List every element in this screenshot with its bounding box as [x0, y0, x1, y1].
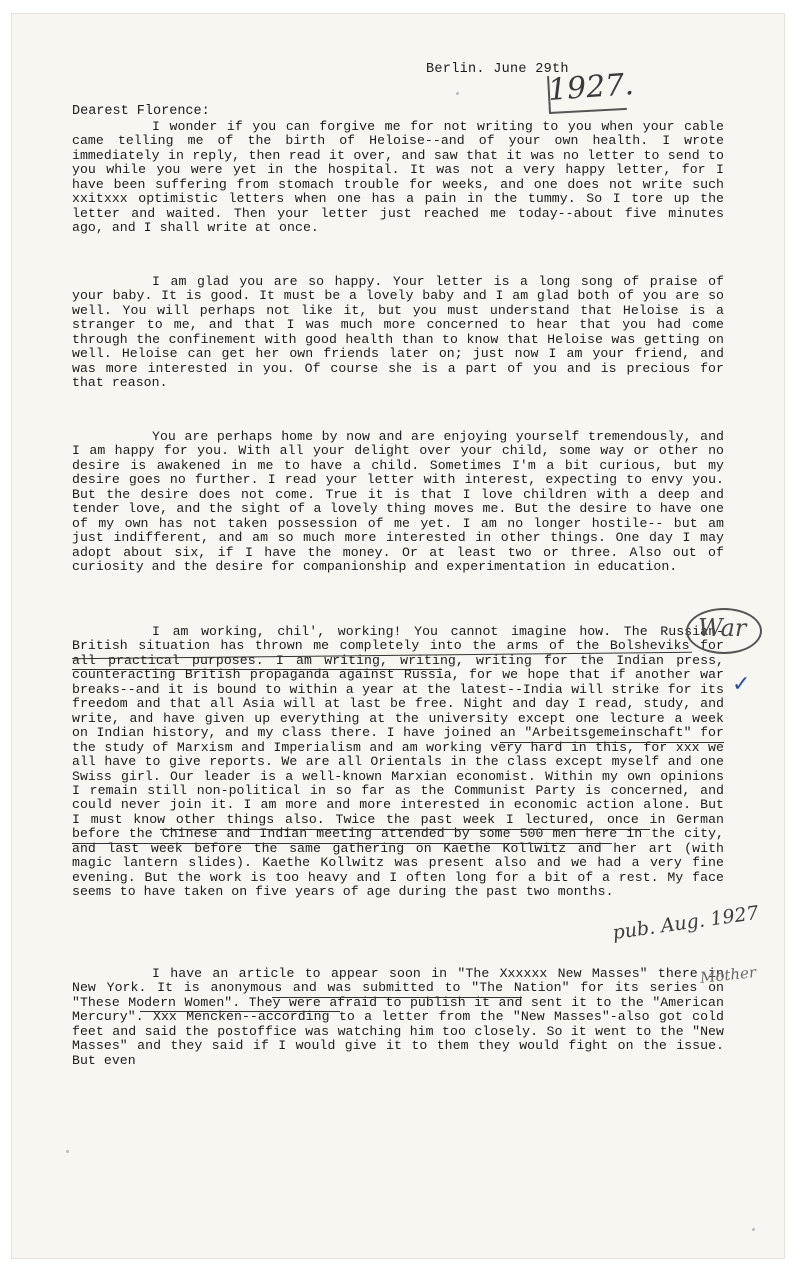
underline-arbeitsgemeinschaft	[500, 742, 724, 743]
paper-speck	[456, 92, 459, 95]
underline-non-political	[160, 829, 650, 830]
paragraph-3: You are perhaps home by now and are enjoying yourself tremendously, and I am happy for you. With all your delight over your child, some way or other no desire is awakened in me to have a child. Sometimes I'm a bit curious, but my desire goes no further. I read your letter with interest, expecting to envy you. But the desire does not come. True it is that I love children with a deep and tender love, and the sight of a lovely thing moves me. But the desire to have one of my own has not taken possession of me yet. I am no longer hostile-- but am just indifferent, and am so much more interested in other things. One day I may adopt about six, if I have the money. Or at least two or three. Also out of curiosity and the desire for companionship and experimentation in education.	[72, 429, 724, 575]
underline-anonymous	[272, 997, 522, 998]
paragraph-4: I am working, chil', working! You cannot imagine how. The Russian-British situation has thrown me completely into the arms of the Bolsheviks for all practical purposes. I am writing, writing, writing for the Indian press, counteracting British propaganda against Russia, for we hope that if another war breaks--and it is bound to within a year at the latest--India will strike for its freedom and that all Asia will at last be free. Night and day I read, study, and write, and have given up everything at the university except one lecture a week on Indian history, and my class there. I have joined an "Arbeitsgemeinschaft" for the study of Marxism and Imperialism and am working very hard in this, for xxx we all have to give reports. We are all Orientals in the class except myself and one Swiss girl. Our leader is a well-known Marxian economist. Within my own opinions I remain still non-political in so far as the Communist Party is concerned, and could never join it. I am more and more interested in economic action alone. But I must know other things also. Twice the past week I lectured, once in German before the Chinese and Indian meeting attended by some 500 men here in the city, and last week before the same gathering on Kaethe Kollwitz and her art (with magic lantern slides). Kaethe Kollwitz was present also and we had a very fine evening. But the work is too heavy and I often long for a bit of a rest. My face seems to have taken on five years of age during the past two months.	[72, 624, 724, 900]
underline-bolsheviks	[72, 669, 442, 670]
handwritten-pub-date: pub. Aug. 1927	[611, 901, 761, 945]
paragraph-5: I have an article to appear soon in "The Xxxxxx New Masses" there in New York. It is anonymous and was submitted to "The Nation" for its series on "These Modern Women". They were afraid to publish it and sent it to the "American Mercury". Xxx Mencken--according to a letter from the "New Masses"-also got cold feet and said the postoffice was watching him too closely. So it went to the "New Masses" and they said if I would give it to them they would fight on the issue. But even	[72, 966, 724, 1068]
paper-speck	[752, 1228, 755, 1231]
paper-speck	[66, 1150, 69, 1153]
check-mark-icon: ✓	[732, 672, 751, 697]
underline-series	[140, 1011, 340, 1012]
handwritten-mother: Mother	[699, 963, 757, 987]
dateline: Berlin. June 29th	[426, 62, 569, 77]
handwritten-year: 1927.	[546, 67, 636, 108]
handwritten-war: War	[698, 614, 747, 642]
underline-communist-party	[72, 843, 612, 844]
paragraph-2: I am glad you are so happy. Your letter is a long song of praise of your baby. It is good. It must be a lovely baby and I am glad both of you are so well. You will perhaps not like it, but you must understand that Heloise is a stranger to me, and that I was much more concerned to hear that you had come through the confinement with good health than to know that Heloise was getting on well. Heloise can get her own friends later on; just now I am your friend, and was more interested in you. Of course she is a part of you and is precious for that reason.	[72, 274, 724, 391]
salutation: Dearest Florence:	[72, 104, 210, 119]
paragraph-1: I wonder if you can forgive me for not writing to you when your cable came telling me of the birth of Heloise--and of your own health. I wrote immediately in reply, then read it over, and saw that it was no letter to send to you while you were yet in the hospital. It was not a very happy letter, for I have been suffering from stomach trouble for weeks, and one does not write such xxitxxx optimistic letters when one has a pain in the tummy. So I tore up the letter and waited. Then your letter just reached me today--about five minutes ago, and I shall write at once.	[72, 119, 724, 236]
